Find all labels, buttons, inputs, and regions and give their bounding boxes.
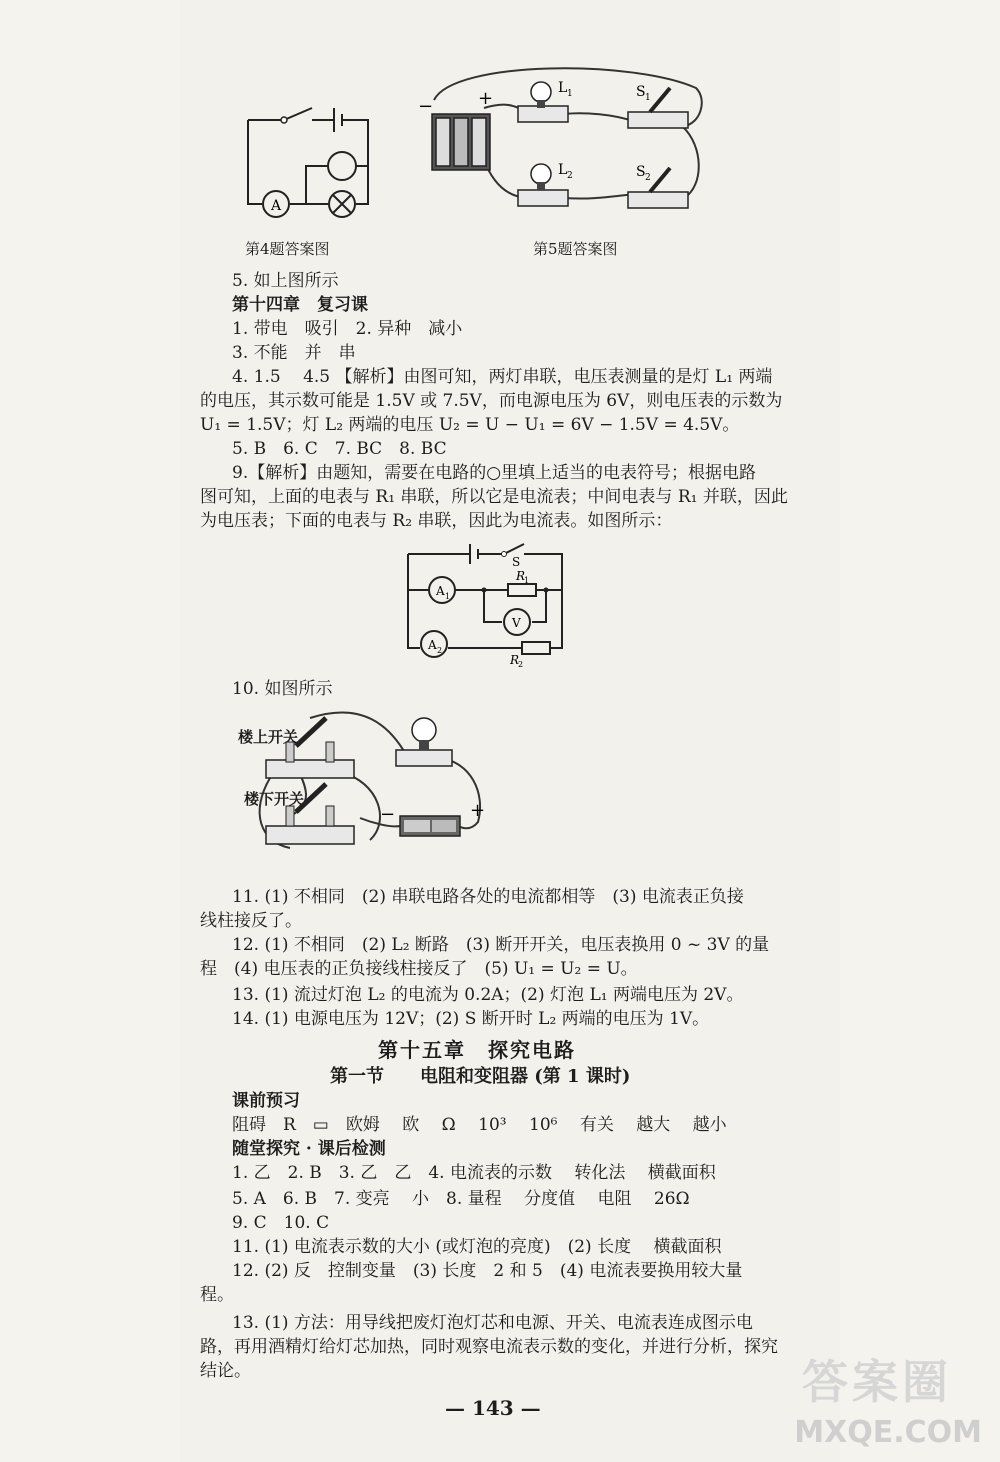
downstairs-switch-label: 楼下开关 xyxy=(244,790,305,808)
L1-subscript: 1 xyxy=(567,89,573,99)
R1-subscript: 1 xyxy=(524,576,530,585)
answer-line: 1. 带电 吸引 2. 异种 减小 xyxy=(232,319,463,339)
answer-line: 程 (4) 电压表的正负接线柱接反了 (5) U₁ = U₂ = U。 xyxy=(200,959,638,979)
answer-line: 5. A 6. B 7. 变亮 小 8. 量程 分度值 电阻 26Ω xyxy=(232,1189,690,1209)
R2-label: R xyxy=(510,653,520,667)
answer-line: 图可知，上面的电表与 R₁ 串联，所以它是电流表；中间电表与 R₁ 并联，因此 xyxy=(200,487,788,507)
S2-subscript: 2 xyxy=(645,173,651,183)
answer-line: 9. C 10. C xyxy=(232,1213,330,1233)
fig9-meter-circuit xyxy=(400,538,580,668)
A2-label: A xyxy=(428,638,437,652)
fig5-circuit-photo xyxy=(414,66,710,236)
page-number: — 143 — xyxy=(445,1396,541,1420)
ammeter-label: A xyxy=(271,198,282,214)
answer-line: 13. (1) 流过灯泡 L₂ 的电流为 0.2A；(2) 灯泡 L₁ 两端电压为 2V。 xyxy=(232,985,744,1005)
fig10-minus-label: − xyxy=(380,804,396,825)
A1-label: A xyxy=(436,584,445,598)
answer-line: 的电压，其示数可能是 1.5V 或 7.5V，而电源电压为 6V，则电压表的示数为 xyxy=(200,391,783,411)
V-label: V xyxy=(512,616,521,630)
fig4-circuit-diagram xyxy=(240,100,380,225)
answer-line: 为电压表；下面的电表与 R₂ 串联，因此为电流表。如图所示： xyxy=(200,511,673,531)
A2-subscript: 2 xyxy=(437,646,443,655)
answer-line: 线柱接反了。 xyxy=(200,911,302,931)
answer-line: 9.【解析】由题知，需要在电路的○里填上适当的电表符号；根据电路 xyxy=(232,463,757,483)
L1-label: L xyxy=(558,80,568,96)
fig5-caption: 第5题答案图 xyxy=(533,240,618,258)
answer-line: 4. 1.5 4.5 【解析】由图可知，两灯串联，电压表测量的是灯 L₁ 两端 xyxy=(232,367,773,387)
answer-line: 5. 如上图所示 xyxy=(232,271,339,291)
section-heading: 第一节 电阻和变阻器 (第 1 课时) xyxy=(330,1066,631,1087)
answer-line: 程。 xyxy=(200,1285,234,1305)
L2-subscript: 2 xyxy=(567,171,573,181)
answer-line: 结论。 xyxy=(200,1361,251,1381)
answer-line: 10. 如图所示 xyxy=(232,679,333,699)
fig5-minus-label: − xyxy=(418,96,434,117)
R1-label: R xyxy=(516,569,526,583)
S1-label: S xyxy=(636,84,646,100)
upstairs-switch-label: 楼上开关 xyxy=(238,728,299,746)
section-title: 第十四章 复习课 xyxy=(232,295,368,315)
answer-line: 阻碍 R ▭ 欧姆 欧 Ω 10³ 10⁶ 有关 越大 越小 xyxy=(232,1115,727,1135)
L2-label: L xyxy=(558,162,568,178)
fig5-plus-label: + xyxy=(478,88,494,109)
subsection-title: 随堂探究 · 课后检测 xyxy=(232,1139,386,1159)
R2-subscript: 2 xyxy=(518,660,524,668)
subsection-title: 课前预习 xyxy=(232,1091,300,1111)
S1-subscript: 1 xyxy=(645,93,651,103)
watermark-url: MXQE.COM xyxy=(794,1415,982,1450)
chapter-title: 第十五章 探究电路 xyxy=(378,1038,576,1062)
answer-line: 12. (2) 反 控制变量 (3) 长度 2 和 5 (4) 电流表要换用较大量 xyxy=(232,1261,743,1281)
fig4-caption: 第4题答案图 xyxy=(245,240,330,258)
answer-line: 12. (1) 不相同 (2) L₂ 断路 (3) 断开开关，电压表换用 0 ~ 3V 的量 xyxy=(232,935,770,955)
answer-line: 5. B 6. C 7. BC 8. BC xyxy=(232,439,447,459)
watermark-logo: 答案圈 xyxy=(802,1355,952,1409)
answer-line: 路，再用酒精灯给灯芯加热，同时观察电流表示数的变化，并进行分析，探究 xyxy=(200,1337,778,1357)
answer-line: U₁ = 1.5V；灯 L₂ 两端的电压 U₂ = U − U₁ = 6V − 1.5V = 4.5V。 xyxy=(200,415,740,435)
answer-line: 3. 不能 并 串 xyxy=(232,343,356,363)
answer-line: 1. 乙 2. B 3. 乙 乙 4. 电流表的示数 转化法 横截面积 xyxy=(232,1163,716,1183)
fig10-plus-label: + xyxy=(470,800,486,821)
S2-label: S xyxy=(636,164,646,180)
answer-line: 11. (1) 电流表示数的大小 (或灯泡的亮度) (2) 长度 横截面积 xyxy=(232,1237,722,1257)
A1-subscript: 1 xyxy=(445,592,451,601)
switch-S-label: S xyxy=(512,555,521,569)
answer-line: 13. (1) 方法：用导线把废灯泡灯芯和电源、开关、电流表连成图示电 xyxy=(232,1313,753,1333)
answer-line: 14. (1) 电源电压为 12V；(2) S 断开时 L₂ 两端的电压为 1V。 xyxy=(232,1009,710,1029)
answer-line: 11. (1) 不相同 (2) 串联电路各处的电流都相等 (3) 电流表正负接 xyxy=(232,887,744,907)
